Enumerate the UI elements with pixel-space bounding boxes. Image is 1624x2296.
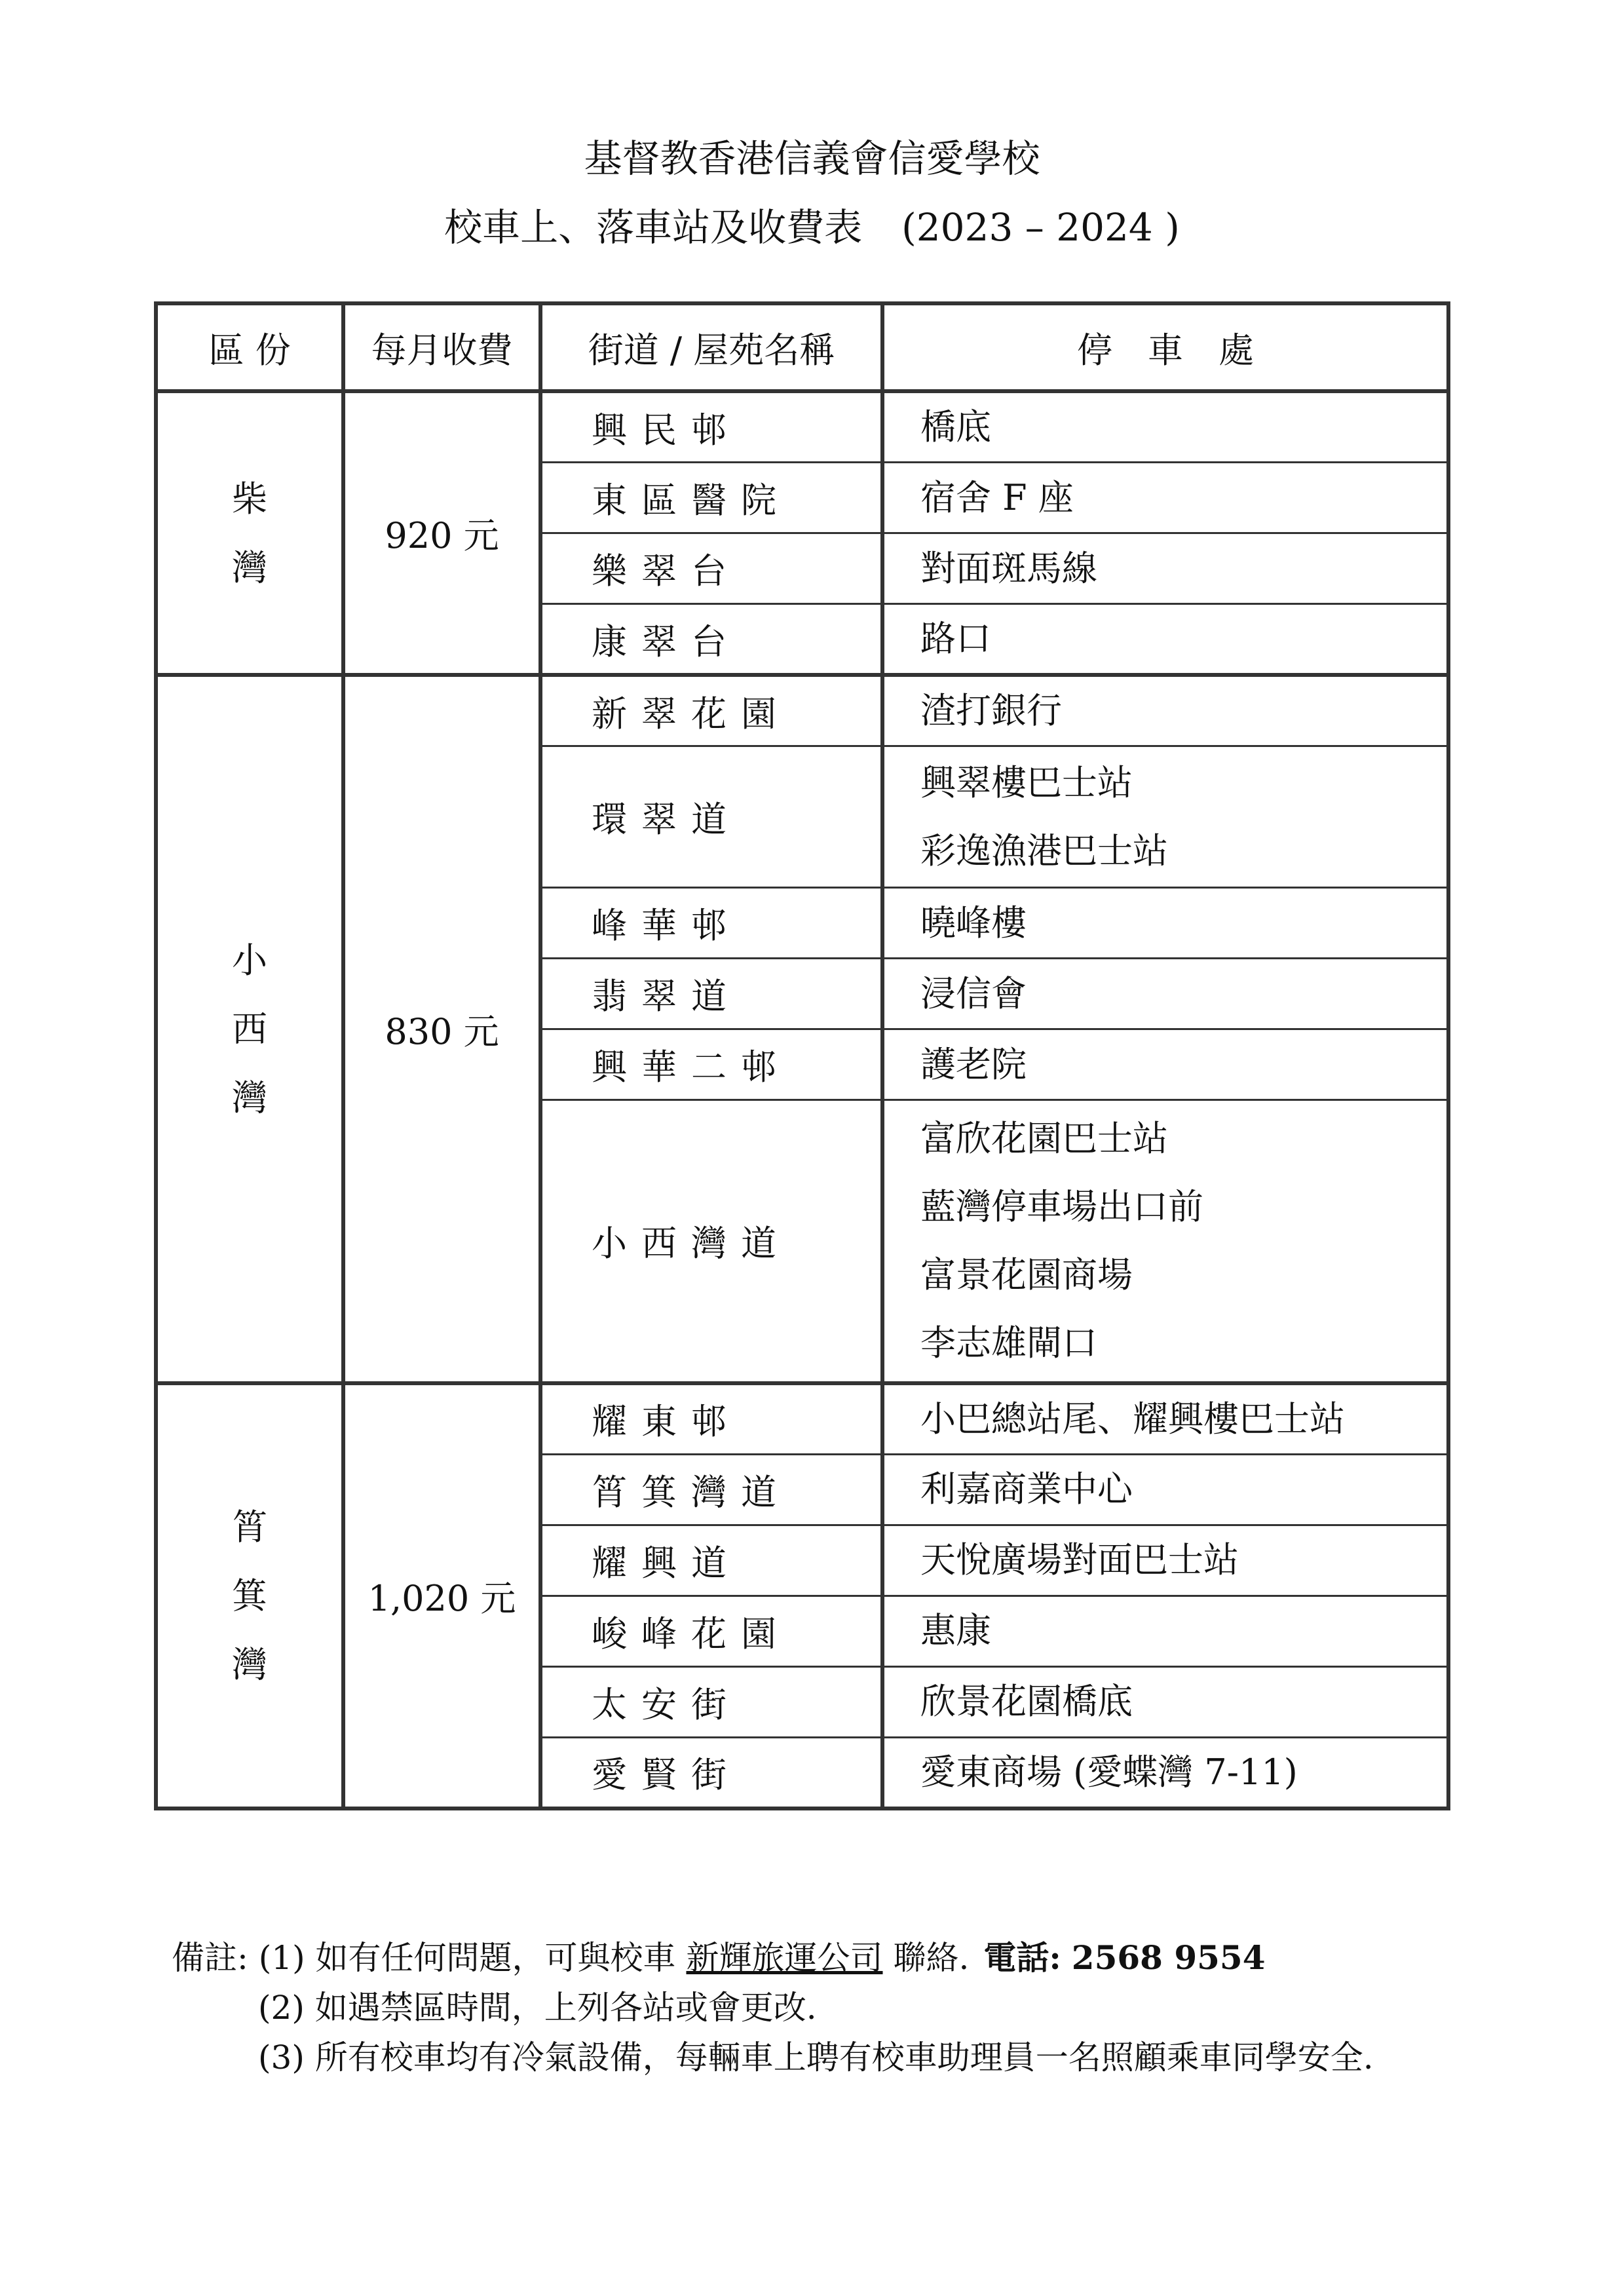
- header-street: 街道 / 屋苑名稱: [540, 303, 882, 391]
- note-2-text: 如遇禁區時間，上列各站或會更改.: [314, 1989, 817, 2027]
- note-3-text: 所有校車均有冷氣設備，每輛車上聘有校車助理員一名照顧乘車同學安全.: [314, 2038, 1374, 2076]
- stop-location: 欣景花園橋底: [920, 1681, 1133, 1722]
- monthly-fee-cell: 830 元: [343, 675, 540, 1383]
- region-char: 灣: [232, 1077, 267, 1119]
- note-1-text: 如有任何問題，可與校車: [315, 1939, 676, 1977]
- stop-location: 李志雄閘口: [920, 1322, 1097, 1364]
- stop-location: 路口: [920, 618, 991, 659]
- stop-cell: [882, 888, 1448, 959]
- stop-location: 渣打銀行: [920, 690, 1062, 731]
- header-region: 區 份: [156, 303, 343, 391]
- region-char: 灣: [232, 1643, 267, 1685]
- note-3: [172, 2033, 1374, 2082]
- stop-location: 彩逸漁港巴士站: [920, 830, 1168, 871]
- stop-cell: [882, 1596, 1448, 1666]
- phone-number: 2568 9554: [1071, 1938, 1266, 1977]
- street-cell: 東區醫院: [540, 463, 882, 533]
- table-header-row: [156, 303, 1448, 391]
- monthly-fee-cell: 1,020 元: [343, 1383, 540, 1808]
- stop-location: 愛東商場 (愛蝶灣 7-11): [920, 1751, 1298, 1793]
- street-cell: 翡翠道: [540, 959, 882, 1029]
- street-cell: 太安街: [540, 1666, 882, 1737]
- note-2-number: (2): [258, 1989, 305, 2027]
- stop-location: 橋底: [920, 406, 991, 448]
- region-cell: [156, 675, 343, 1383]
- stop-cell: [882, 391, 1448, 463]
- stop-cell: [882, 533, 1448, 604]
- stop-location: 小巴總站尾、耀興樓巴士站: [920, 1398, 1345, 1440]
- street-cell: 愛賢街: [540, 1737, 882, 1808]
- stop-location: 利嘉商業中心: [920, 1468, 1133, 1510]
- notes-label: 備註:: [172, 1939, 248, 1977]
- stop-cell: [882, 675, 1448, 746]
- header-stop: 停 車 處: [882, 303, 1448, 391]
- stop-location: 富景花園商場: [920, 1253, 1133, 1295]
- region-char: 小: [232, 939, 267, 981]
- stop-location: 宿舍 F 座: [920, 476, 1074, 518]
- stop-cell: [882, 959, 1448, 1029]
- region-cell: [156, 1383, 343, 1808]
- street-cell: 小西灣道: [540, 1100, 882, 1383]
- stop-cell: [882, 1383, 1448, 1455]
- street-cell: 耀興道: [540, 1525, 882, 1596]
- street-cell: 新翠花園: [540, 675, 882, 746]
- street-cell: 峻峰花園: [540, 1596, 882, 1666]
- document-subtitle: [0, 197, 1624, 252]
- note-1-after: 聯絡.: [893, 1939, 970, 1977]
- table-row: [156, 391, 1448, 463]
- region-char: 灣: [232, 546, 267, 588]
- document-title: 基督教香港信義會信愛學校: [584, 136, 1040, 181]
- subtitle-year: (2023 – 2024 ): [901, 205, 1180, 250]
- note-1: [172, 1933, 1374, 1983]
- bus-fee-table: [154, 301, 1450, 1810]
- stop-cell: [882, 1737, 1448, 1808]
- stop-cell: [882, 463, 1448, 533]
- table-row: [156, 1383, 1448, 1455]
- stop-cell: [882, 1525, 1448, 1596]
- table-row: [156, 675, 1448, 746]
- note-2: [172, 1983, 1374, 2033]
- notes-section: [172, 1933, 1374, 2082]
- street-cell: 興華二邨: [540, 1029, 882, 1100]
- note-1-number: (1): [258, 1939, 305, 1977]
- phone-label: 電話:: [983, 1938, 1061, 1977]
- stop-cell: [882, 604, 1448, 676]
- street-cell: 樂翠台: [540, 533, 882, 604]
- stop-location: 天悅廣場對面巴士站: [920, 1539, 1239, 1580]
- subtitle-main: 校車上、落車站及收費表: [444, 205, 863, 250]
- note-3-number: (3): [258, 2038, 305, 2076]
- street-cell: 峰華邨: [540, 888, 882, 959]
- street-cell: 筲箕灣道: [540, 1454, 882, 1525]
- street-cell: 耀東邨: [540, 1383, 882, 1455]
- stop-location: 曉峰樓: [920, 902, 1027, 944]
- region-char: 筲: [232, 1506, 267, 1548]
- stop-location: 惠康: [920, 1610, 991, 1651]
- stop-cell: [882, 746, 1448, 888]
- stop-cell: [882, 1666, 1448, 1737]
- bus-company-name: 新輝旅運公司: [686, 1939, 883, 1977]
- stop-cell: [882, 1454, 1448, 1525]
- stop-location: 對面斑馬線: [920, 547, 1097, 589]
- region-char: 西: [232, 1008, 267, 1050]
- region-cell: [156, 391, 343, 675]
- street-cell: 康翠台: [540, 604, 882, 676]
- street-cell: 環翠道: [540, 746, 882, 888]
- stop-location: 興翠樓巴士站: [920, 761, 1133, 803]
- monthly-fee-cell: 920 元: [343, 391, 540, 675]
- stop-cell: [882, 1029, 1448, 1100]
- stop-cell: [882, 1100, 1448, 1383]
- stop-location: 護老院: [920, 1043, 1027, 1085]
- street-cell: 興民邨: [540, 391, 882, 463]
- stop-location: 浸信會: [920, 972, 1027, 1014]
- header-fee: 每月收費: [343, 303, 540, 391]
- stop-location: 藍灣停車場出口前: [920, 1185, 1203, 1227]
- region-char: 柴: [232, 478, 267, 520]
- stop-location: 富欣花園巴士站: [920, 1117, 1168, 1159]
- region-char: 箕: [232, 1575, 267, 1617]
